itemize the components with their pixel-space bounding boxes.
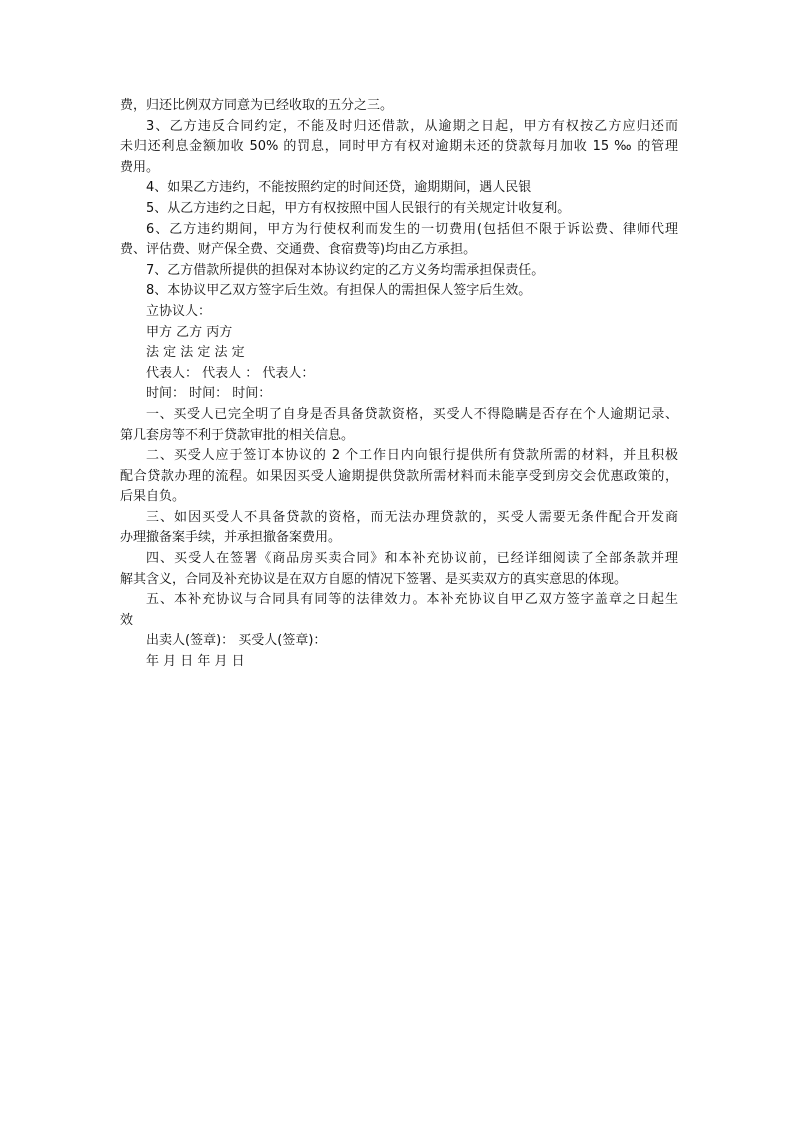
signature-date: 年 月 日 年 月 日 [146,654,245,670]
paragraph-clause-6 [120,220,678,261]
paragraph-supplement-1 [120,405,678,446]
text-line: 后果自负。 [120,489,186,505]
text-line: 代表人： 代表人 ： 代表人： [146,365,315,381]
text-line: 一、买受人已完全明了自身是否具备贷款资格，买受人不得隐瞒是否存在个人逾期记录、 [146,406,678,422]
paragraph-supplement-4 [120,549,678,590]
text-line: 四、买受人在签署《商品房买卖合同》和本补充协议前，已经详细阅读了全部条款并理 [146,551,678,567]
paragraph-clause-3 [120,117,678,179]
paragraph-clause-5 [120,199,678,220]
text-line: 立协议人： [146,303,212,319]
text-line: 第几套房等不利于贷款审批的相关信息。 [120,427,355,443]
text-line: 配合贷款办理的流程。如果因买受人逾期提供贷款所需材料而未能享受到房交会优惠政策的， [120,468,678,484]
text-line: 6、乙方违约期间，甲方为行使权利而发生的一切费用(包括但不限于诉讼费、律师代理 [146,221,678,237]
text-line: 3、乙方违反合同约定，不能及时归还借款，从逾期之日起，甲方有权按乙方应归还而 [146,118,678,134]
paragraph-supplement-2 [120,446,678,508]
paragraph-legal-reps [120,343,678,364]
paragraph-clause-7 [120,261,678,282]
text-line: 办理撤备案手续，并承担撤备案费用。 [120,530,342,546]
text-line: 法 定 法 定 法 定 [146,345,245,361]
text-line: 五、本补充协议与合同具有同等的法律效力。本补充协议自甲乙双方签字盖章之日起生 [146,592,678,608]
text-line: 4、如果乙方违约，不能按照约定的时间还贷，逾期期间，遇人民银 [146,180,532,196]
signature-parties: 出卖人(签章)： 买受人(签章)： [146,633,327,649]
paragraph-supplement-3 [120,508,678,549]
text-line: 7、乙方借款所提供的担保对本协议约定的乙方义务均需承担保责任。 [146,262,545,278]
text-line: 效 [120,612,134,628]
text-line: 解其含义，合同及补充协议是在双方自愿的情况下签署、是买卖双方的真实意思的体现。 [120,571,628,587]
paragraph-supplement-5 [120,590,678,631]
text-line: 8、本协议甲乙双方签字后生效。有担保人的需担保人签字后生效。 [146,283,532,299]
text-line: 费，归还比例双方同意为已经收取的五分之三。 [120,98,394,113]
paragraph-fee-ratio-continuation [120,96,678,117]
paragraph-parties-names [120,323,678,344]
text-line: 三、如因买受人不具备贷款的资格，而无法办理贷款的，买受人需要无条件配合开发商 [146,509,678,525]
text-line: 5、从乙方违约之日起，甲方有权按照中国人民银行的有关规定计收复利。 [146,200,571,216]
paragraph-parties-heading [120,302,678,323]
text-line: 费用。 [120,159,160,175]
paragraph-representatives [120,364,678,385]
text-line: 费、评估费、财产保全费、交通费、食宿费等)均由乙方承担。 [120,242,477,258]
document-body [120,96,678,673]
text-line: 二、买受人应于签订本协议的 2 个工作日内向银行提供所有贷款所需的材料，并且积极 [146,448,678,464]
paragraph-clause-8 [120,281,678,302]
text-line: 甲方 乙方 丙方 [146,324,233,340]
text-line: 时间： 时间： 时间： [146,386,272,402]
text-line: 未归还利息金额加收 50% 的罚息，同时甲方有权对逾期未还的贷款每月加收 15 ‰ 的管理 [120,139,678,155]
paragraph-sign-times [120,384,678,405]
paragraph-clause-4 [120,178,678,199]
